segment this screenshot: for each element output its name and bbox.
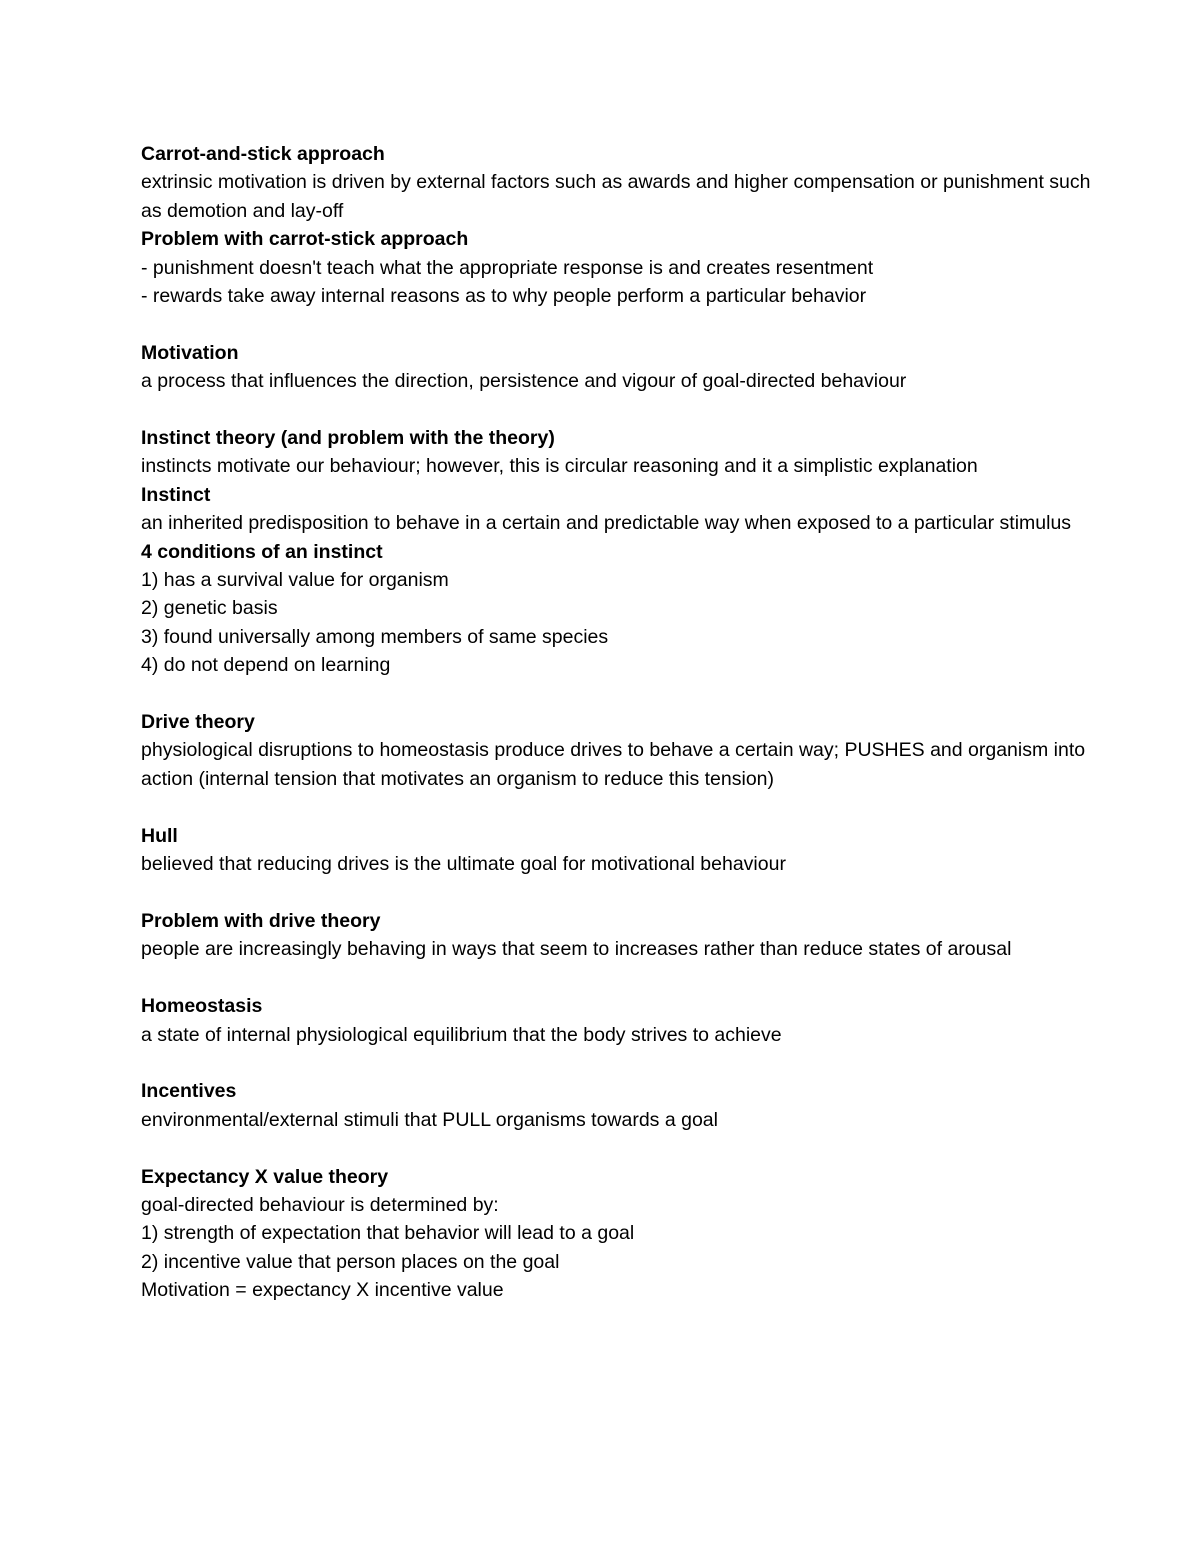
term-heading: Problem with drive theory <box>141 909 381 932</box>
spacer <box>141 1049 1101 1077</box>
term-heading: Carrot-and-stick approach <box>141 143 385 165</box>
term-heading: Drive theory <box>141 711 255 734</box>
section-hull <box>141 822 1101 879</box>
section-carrot-and-stick <box>141 140 1101 225</box>
term-heading: Incentives <box>141 1080 237 1103</box>
spacer <box>141 879 1101 907</box>
spacer <box>141 680 1101 708</box>
section-problem-carrot-stick <box>141 225 1101 310</box>
section-homeostasis <box>141 992 1101 1049</box>
term-heading: Instinct theory (and problem with the theory) <box>141 427 555 450</box>
section-instinct-conditions <box>141 538 1101 680</box>
definition-text: people are increasingly behaving in ways that seem to increases rather than reduce states of arousal <box>141 938 1012 961</box>
definition-text: extrinsic motivation is driven by external factors such as awards and higher compensation or punishment such as demotion and lay-off <box>141 171 1091 222</box>
spacer <box>141 310 1101 338</box>
list-item: 2) genetic basis <box>141 597 278 620</box>
list-item: 2) incentive value that person places on the goal <box>141 1250 560 1273</box>
definition-text: physiological disruptions to homeostasis produce drives to behave a certain way; PUSHES and organism into action (internal tension that motivates an organism to reduce this tension) <box>141 739 1086 790</box>
definition-text: believed that reducing drives is the ultimate goal for motivational behaviour <box>141 853 786 876</box>
definition-text: instincts motivate our behaviour; however, this is circular reasoning and it a simplistic explanation <box>141 455 978 478</box>
document-page <box>141 140 1101 1305</box>
section-incentives <box>141 1077 1101 1134</box>
definition-text: a process that influences the direction, persistence and vigour of goal-directed behaviour <box>141 370 907 393</box>
term-heading: 4 conditions of an instinct <box>141 540 383 563</box>
term-heading: Homeostasis <box>141 995 263 1018</box>
definition-text: environmental/external stimuli that PULL organisms towards a goal <box>141 1108 718 1131</box>
section-problem-drive-theory <box>141 907 1101 964</box>
list-item: 1) strength of expectation that behavior will lead to a goal <box>141 1222 635 1245</box>
definition-text: - punishment doesn't teach what the appropriate response is and creates resentment <box>141 256 874 279</box>
definition-text: - rewards take away internal reasons as to why people perform a particular behavior <box>141 285 867 308</box>
section-instinct <box>141 481 1101 538</box>
list-item: 3) found universally among members of same species <box>141 625 609 648</box>
section-expectancy-value <box>141 1163 1101 1305</box>
definition-text: an inherited predisposition to behave in a certain and predictable way when exposed to a particular stimulus <box>141 512 1072 535</box>
list-item: 1) has a survival value for organism <box>141 569 449 592</box>
formula-text: Motivation = expectancy X incentive value <box>141 1279 504 1302</box>
spacer <box>141 1134 1101 1162</box>
section-drive-theory <box>141 708 1101 793</box>
spacer <box>141 396 1101 424</box>
section-instinct-theory <box>141 424 1101 481</box>
list-item: 4) do not depend on learning <box>141 654 391 677</box>
section-motivation <box>141 339 1101 396</box>
term-heading: Motivation <box>141 341 239 364</box>
term-heading: Expectancy X value theory <box>141 1165 389 1188</box>
term-heading: Problem with carrot-stick approach <box>141 228 469 251</box>
term-heading: Hull <box>141 824 178 847</box>
spacer <box>141 964 1101 992</box>
definition-text: a state of internal physiological equilibrium that the body strives to achieve <box>141 1023 782 1046</box>
term-heading: Instinct <box>141 483 211 506</box>
spacer <box>141 793 1101 821</box>
definition-text: goal-directed behaviour is determined by: <box>141 1193 499 1216</box>
